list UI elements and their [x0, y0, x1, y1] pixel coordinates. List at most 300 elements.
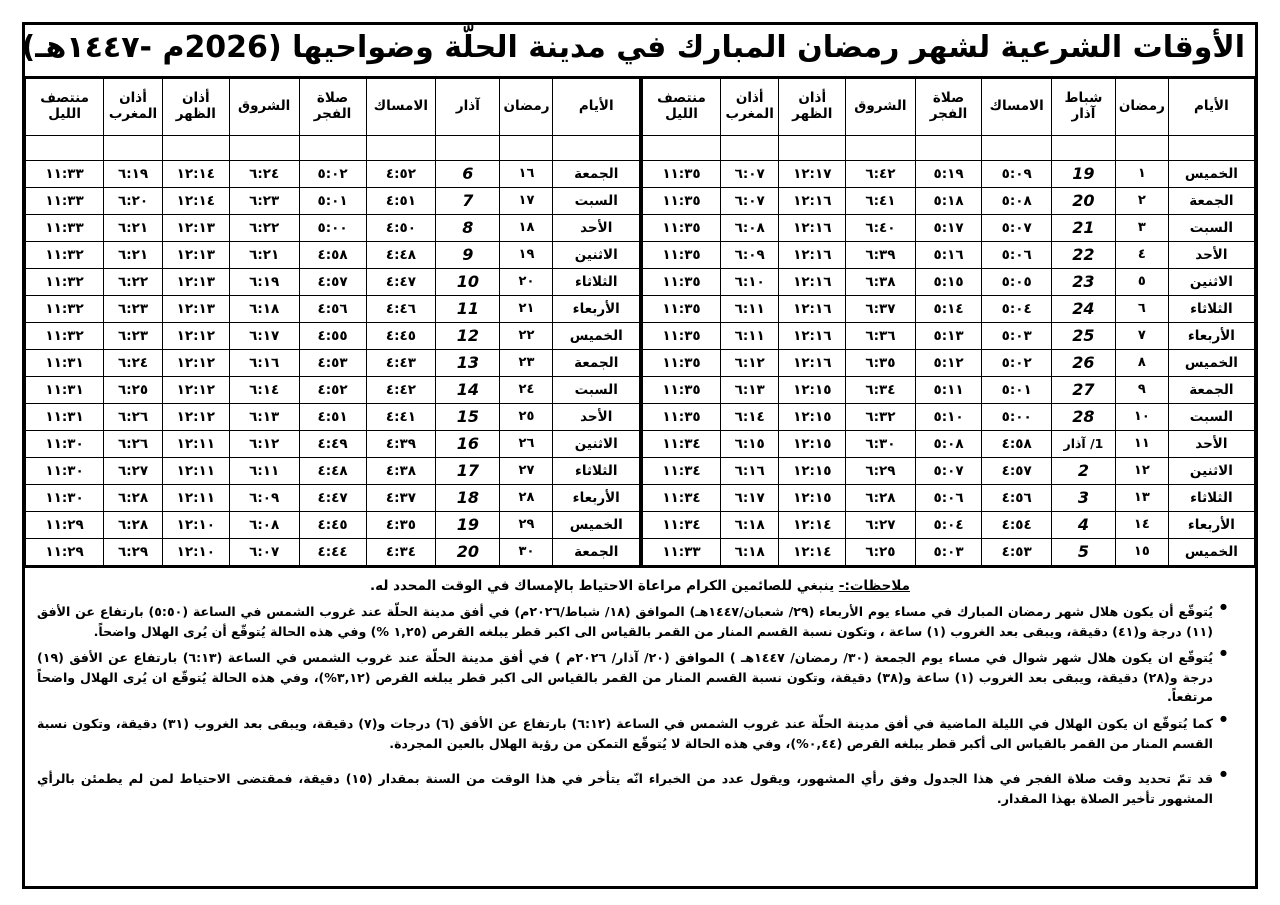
table-row: [26, 160, 640, 187]
ramadan-date-cell: ٢: [1115, 187, 1168, 214]
spacer-cell: [162, 135, 229, 160]
imsak-time-cell: ٥:٠٦: [982, 241, 1052, 268]
dhuhr-time-cell: ١٢:١٣: [162, 268, 229, 295]
ramadan-date-cell: ٥: [1115, 268, 1168, 295]
spacer-cell: [500, 135, 553, 160]
dhuhr-time-cell: ١٢:١٢: [162, 322, 229, 349]
ramadan-date-cell: ١٧: [500, 187, 553, 214]
col-header-day: الأيام: [553, 78, 640, 135]
fajr-time-cell: ٤:٥٣: [299, 349, 366, 376]
day-name-cell: الخميس: [553, 322, 640, 349]
col-header-midnight-line2: الليل: [48, 105, 81, 122]
maghrib-time-cell: ٦:١٢: [720, 349, 778, 376]
day-name-cell: الثلاثاء: [553, 457, 640, 484]
imsak-time-cell: ٤:٤٢: [366, 376, 436, 403]
table-row: [643, 511, 1255, 538]
table-row: [643, 538, 1255, 565]
imsak-time-cell: ٥:٠٨: [982, 187, 1052, 214]
maghrib-time-cell: ٦:١٩: [104, 160, 163, 187]
day-name-cell: الجمعة: [553, 160, 640, 187]
maghrib-time-cell: ٦:١٨: [720, 511, 778, 538]
midnight-time-cell: ١١:٣٢: [26, 295, 104, 322]
ramadan-date-cell: ٢٤: [500, 376, 553, 403]
dhuhr-time-cell: ١٢:١٧: [779, 160, 846, 187]
day-name-cell: السبت: [553, 187, 640, 214]
maghrib-time-cell: ٦:١٧: [720, 484, 778, 511]
spacer-cell: [553, 135, 640, 160]
ramadan-date-cell: ١٦: [500, 160, 553, 187]
fajr-time-cell: ٥:٠٧: [915, 457, 982, 484]
dhuhr-time-cell: ١٢:١٥: [779, 376, 846, 403]
fajr-time-cell: ٤:٤٨: [299, 457, 366, 484]
col-header-gregorian: [1051, 78, 1115, 135]
col-header-imsak: الامساك: [366, 78, 436, 135]
col-header-dhuhr-line2: الظهر: [175, 105, 216, 122]
imsak-time-cell: ٤:٣٨: [366, 457, 436, 484]
imsak-time-cell: ٥:٠٩: [982, 160, 1052, 187]
dhuhr-time-cell: ١٢:١٢: [162, 403, 229, 430]
col-header-ramadan: رمضان: [1115, 78, 1168, 135]
ramadan-date-cell: ١٥: [1115, 538, 1168, 565]
maghrib-time-cell: ٦:١٤: [720, 403, 778, 430]
fajr-time-cell: ٥:١٨: [915, 187, 982, 214]
dhuhr-time-cell: ١٢:١٦: [779, 187, 846, 214]
gregorian-date-cell: 20: [1051, 187, 1115, 214]
fajr-time-cell: ٥:١٤: [915, 295, 982, 322]
gregorian-date-cell: 24: [1051, 295, 1115, 322]
midnight-time-cell: ١١:٣٤: [643, 484, 721, 511]
day-name-cell: الأربعاء: [1168, 322, 1254, 349]
gregorian-date-cell: 22: [1051, 241, 1115, 268]
midnight-time-cell: ١١:٣١: [26, 349, 104, 376]
table-row: [643, 457, 1255, 484]
day-name-cell: الاثنين: [1168, 268, 1254, 295]
day-name-cell: الثلاثاء: [1168, 295, 1254, 322]
fajr-time-cell: ٤:٥٥: [299, 322, 366, 349]
schedule-tables: [22, 78, 1258, 567]
dhuhr-time-cell: ١٢:١٦: [779, 349, 846, 376]
fajr-time-cell: ٤:٤٥: [299, 511, 366, 538]
shuruq-time-cell: ٦:٤١: [846, 187, 916, 214]
imsak-time-cell: ٤:٣٤: [366, 538, 436, 565]
shuruq-time-cell: ٦:٢٧: [846, 511, 916, 538]
col-header-maghrib-line2: المغرب: [108, 105, 158, 122]
midnight-time-cell: ١١:٣٣: [26, 214, 104, 241]
table-row: [26, 484, 640, 511]
col-header-dhuhr-line1: أذان: [181, 89, 210, 106]
fajr-time-cell: ٤:٤٤: [299, 538, 366, 565]
day-name-cell: الخميس: [1168, 349, 1254, 376]
col-header-maghrib: [104, 78, 163, 135]
note-item: ● كما يُتوقّع ان يكون الهلال في الليلة الماضية في أفق مدينة الحلّة عند غروب الشمس في الساعة (٦:١٢) بارتفاع عن الأفق (٦) درجات و(٧) دقيقة، ويبقى بعد الغروب (٣١) دقيقة، وتكون نسبة القسم المنار من القمر بالقياس الى أكبر قطر يبلغه القرص (٠,٤٤%)، وفي هذه الحالة لا يُتوقّع التمكن من رؤية الهلال بالعين المجردة.: [37, 714, 1227, 753]
gregorian-date-cell: 6: [436, 160, 500, 187]
gregorian-date-cell: 7: [436, 187, 500, 214]
gregorian-date-cell: 21: [1051, 214, 1115, 241]
shuruq-time-cell: ٦:٢٩: [846, 457, 916, 484]
ramadan-date-cell: ٢٢: [500, 322, 553, 349]
dhuhr-time-cell: ١٢:١٥: [779, 430, 846, 457]
midnight-time-cell: ١١:٣١: [26, 376, 104, 403]
day-name-cell: الجمعة: [553, 538, 640, 565]
fajr-time-cell: ٥:٠٢: [299, 160, 366, 187]
day-name-cell: الجمعة: [553, 349, 640, 376]
fajr-time-cell: ٥:٠٣: [915, 538, 982, 565]
midnight-time-cell: ١١:٣٣: [643, 538, 721, 565]
shuruq-time-cell: ٦:٣٧: [846, 295, 916, 322]
gregorian-date-cell: 25: [1051, 322, 1115, 349]
day-name-cell: الأربعاء: [553, 295, 640, 322]
page-title: الأوقات الشرعية لشهر رمضان المبارك في مدينة الحلّة وضواحيها (2026م -١٤٤٧هـ): [21, 30, 1245, 65]
maghrib-time-cell: ٦:٢٧: [104, 457, 163, 484]
gregorian-date-cell: 14: [436, 376, 500, 403]
midnight-time-cell: ١١:٢٩: [26, 538, 104, 565]
maghrib-time-cell: ٦:٢٨: [104, 484, 163, 511]
col-header-fajr-line1: صلاة: [932, 89, 965, 106]
fajr-time-cell: ٥:٠٠: [299, 214, 366, 241]
spacer-cell: [299, 135, 366, 160]
dhuhr-time-cell: ١٢:١٢: [162, 349, 229, 376]
col-header-gregorian-line1: شباط: [1064, 89, 1103, 106]
ramadan-date-cell: ٢٧: [500, 457, 553, 484]
spacer-cell: [1115, 135, 1168, 160]
dhuhr-time-cell: ١٢:١٤: [162, 160, 229, 187]
table-row: [26, 349, 640, 376]
col-header-midnight-line2: الليل: [665, 105, 698, 122]
fajr-time-cell: ٤:٥٦: [299, 295, 366, 322]
day-name-cell: السبت: [1168, 403, 1254, 430]
imsak-time-cell: ٥:٠٠: [982, 403, 1052, 430]
shuruq-time-cell: ٦:٣٨: [846, 268, 916, 295]
dhuhr-time-cell: ١٢:١٦: [779, 322, 846, 349]
gregorian-date-cell: 18: [436, 484, 500, 511]
notes-label: ملاحظات:-: [838, 577, 910, 594]
shuruq-time-cell: ٦:٠٧: [229, 538, 299, 565]
col-header-fajr-line2: الفجر: [313, 105, 352, 122]
midnight-time-cell: ١١:٣٥: [643, 322, 721, 349]
imsak-time-cell: ٤:٤٥: [366, 322, 436, 349]
spacer-cell: [26, 135, 104, 160]
imsak-time-cell: ٤:٥٨: [982, 430, 1052, 457]
day-name-cell: السبت: [1168, 214, 1254, 241]
fajr-time-cell: ٤:٥١: [299, 403, 366, 430]
dhuhr-time-cell: ١٢:١٦: [779, 268, 846, 295]
dhuhr-time-cell: ١٢:١٥: [779, 403, 846, 430]
shuruq-time-cell: ٦:١٨: [229, 295, 299, 322]
notes-headline: [37, 576, 1243, 597]
col-header-fajr: [915, 78, 982, 135]
ramadan-date-cell: ٢٠: [500, 268, 553, 295]
gregorian-date-cell: 5: [1051, 538, 1115, 565]
shuruq-time-cell: ٦:٢٨: [846, 484, 916, 511]
ramadan-date-cell: ١٢: [1115, 457, 1168, 484]
col-header-dhuhr: [779, 78, 846, 135]
table-row: [643, 295, 1255, 322]
gregorian-date-cell: 26: [1051, 349, 1115, 376]
col-header-maghrib: [720, 78, 778, 135]
dhuhr-time-cell: ١٢:١٦: [779, 295, 846, 322]
ramadan-date-cell: ٩: [1115, 376, 1168, 403]
table-row: [643, 187, 1255, 214]
gregorian-date-cell: 16: [436, 430, 500, 457]
day-name-cell: الاثنين: [553, 430, 640, 457]
col-header-shuruq: الشروق: [229, 78, 299, 135]
midnight-time-cell: ١١:٣٣: [26, 187, 104, 214]
fajr-time-cell: ٤:٤٩: [299, 430, 366, 457]
imsak-time-cell: ٤:٥١: [366, 187, 436, 214]
gregorian-date-cell: 3: [1051, 484, 1115, 511]
fajr-time-cell: ٥:١٧: [915, 214, 982, 241]
day-name-cell: الأحد: [1168, 430, 1254, 457]
shuruq-time-cell: ٦:١٦: [229, 349, 299, 376]
day-name-cell: الاثنين: [1168, 457, 1254, 484]
shuruq-time-cell: ٦:٣٥: [846, 349, 916, 376]
ramadan-date-cell: ٣: [1115, 214, 1168, 241]
dhuhr-time-cell: ١٢:١٢: [162, 376, 229, 403]
table-row: [643, 160, 1255, 187]
ramadan-date-cell: ٨: [1115, 349, 1168, 376]
ramadan-date-cell: ١٩: [500, 241, 553, 268]
midnight-time-cell: ١١:٣٠: [26, 484, 104, 511]
spacer-cell: [779, 135, 846, 160]
shuruq-time-cell: ٦:٤٢: [846, 160, 916, 187]
ramadan-date-cell: ١٤: [1115, 511, 1168, 538]
midnight-time-cell: ١١:٣٥: [643, 241, 721, 268]
midnight-time-cell: ١١:٣٠: [26, 457, 104, 484]
imsak-time-cell: ٥:٠٢: [982, 349, 1052, 376]
midnight-time-cell: ١١:٣٥: [643, 187, 721, 214]
day-name-cell: الخميس: [1168, 160, 1254, 187]
maghrib-time-cell: ٦:٢١: [104, 214, 163, 241]
midnight-time-cell: ١١:٣٠: [26, 430, 104, 457]
ramadan-date-cell: ٢١: [500, 295, 553, 322]
table-row: [643, 403, 1255, 430]
spacer-cell: [1168, 135, 1254, 160]
shuruq-time-cell: ٦:١٤: [229, 376, 299, 403]
gregorian-date-cell: 27: [1051, 376, 1115, 403]
dhuhr-time-cell: ١٢:١٠: [162, 538, 229, 565]
gregorian-date-cell: 1/ آذار: [1051, 430, 1115, 457]
shuruq-time-cell: ٦:٣٢: [846, 403, 916, 430]
day-name-cell: الخميس: [1168, 538, 1254, 565]
fajr-time-cell: ٥:٠١: [299, 187, 366, 214]
spacer-cell: [846, 135, 916, 160]
col-header-shuruq: الشروق: [846, 78, 916, 135]
spacer-cell: [229, 135, 299, 160]
ramadan-date-cell: ١٠: [1115, 403, 1168, 430]
shuruq-time-cell: ٦:٢٤: [229, 160, 299, 187]
shuruq-time-cell: ٦:٢٣: [229, 187, 299, 214]
gregorian-date-cell: 23: [1051, 268, 1115, 295]
ramadan-date-cell: ٣٠: [500, 538, 553, 565]
prayer-times-table-left: [25, 78, 640, 566]
imsak-time-cell: ٤:٣٩: [366, 430, 436, 457]
midnight-time-cell: ١١:٣٤: [643, 430, 721, 457]
shuruq-time-cell: ٦:٠٩: [229, 484, 299, 511]
midnight-time-cell: ١١:٣٥: [643, 214, 721, 241]
maghrib-time-cell: ٦:١٨: [720, 538, 778, 565]
midnight-time-cell: ١١:٣٢: [26, 322, 104, 349]
shuruq-time-cell: ٦:١٧: [229, 322, 299, 349]
note-item: ● يُتوقّع أن يكون هلال شهر رمضان المبارك في مساء يوم الأربعاء (٢٩/ شعبان/١٤٤٧هـ) الموافق (١٨/ شباط/٢٠٢٦م) في أفق مدينة الحلّة عند غروب الشمس في الساعة (٥:٥٠) بارتفاع عن الأفق (١١) درجة و(٤١) دقيقة، ويبقى بعد الغروب (١) ساعة ، وتكون نسبة القسم المنار من القمر بالقياس الى اكبر قطر يبلغه القرص (١,٢٥ %) وفي هذه الحالة يُتوقّع أن يُرى الهلال واضحاً.: [37, 602, 1227, 641]
table-row: [26, 214, 640, 241]
fajr-time-cell: ٥:١١: [915, 376, 982, 403]
spacer-row: [26, 135, 640, 160]
shuruq-time-cell: ٦:٣٩: [846, 241, 916, 268]
shuruq-time-cell: ٦:١١: [229, 457, 299, 484]
gregorian-date-cell: 28: [1051, 403, 1115, 430]
dhuhr-time-cell: ١٢:١٣: [162, 214, 229, 241]
maghrib-time-cell: ٦:٢٤: [104, 349, 163, 376]
shuruq-time-cell: ٦:٣٠: [846, 430, 916, 457]
maghrib-time-cell: ٦:٢٠: [104, 187, 163, 214]
midnight-time-cell: ١١:٣٥: [643, 160, 721, 187]
table-row: [643, 376, 1255, 403]
imsak-time-cell: ٥:٠٣: [982, 322, 1052, 349]
spacer-cell: [104, 135, 163, 160]
imsak-time-cell: ٤:٥٢: [366, 160, 436, 187]
table-header-left: [26, 78, 640, 135]
gregorian-date-cell: 4: [1051, 511, 1115, 538]
note-item: ● يُتوقّع ان يكون هلال شهر شوال في مساء يوم الجمعة (٣٠/ رمضان/ ١٤٤٧هـ ) الموافق (٢٠/ آذار/ ٢٠٢٦م ) في أفق مدينة الحلّة عند غروب الشمس في الساعة (٦:١٣) بارتفاع عن الأفق (١٩) درجة و(٢٨) دقيقة، ويبقى بعد الغروب (١) ساعة و(٣٨) دقيقة، وتكون نسبة القسم المنار من القمر بالقياس الى اكبر قطر يبلغه القرص (٣,١٢%)، وفي هذه الحالة يُتوقّع ان يُرى الهلال واضحاً مرتفعاً.: [37, 648, 1227, 707]
table-row: [26, 241, 640, 268]
shuruq-time-cell: ٦:١٢: [229, 430, 299, 457]
spacer-cell: [643, 135, 721, 160]
dhuhr-time-cell: ١٢:١٠: [162, 511, 229, 538]
maghrib-time-cell: ٦:٠٧: [720, 187, 778, 214]
imsak-time-cell: ٥:٠٧: [982, 214, 1052, 241]
prayer-times-table-right: [642, 78, 1255, 566]
spacer-row: [643, 135, 1255, 160]
col-header-dhuhr: [162, 78, 229, 135]
table-row: [643, 484, 1255, 511]
table-row: [26, 457, 640, 484]
midnight-time-cell: ١١:٢٩: [26, 511, 104, 538]
imsak-time-cell: ٤:٥٤: [982, 511, 1052, 538]
shuruq-time-cell: ٦:١٩: [229, 268, 299, 295]
title-box: [22, 22, 1258, 78]
midnight-time-cell: ١١:٣٣: [26, 160, 104, 187]
maghrib-time-cell: ٦:٢٦: [104, 403, 163, 430]
col-header-fajr-line1: صلاة: [316, 89, 349, 106]
maghrib-time-cell: ٦:٠٩: [720, 241, 778, 268]
day-name-cell: السبت: [553, 376, 640, 403]
gregorian-date-cell: 19: [1051, 160, 1115, 187]
day-name-cell: الأربعاء: [553, 484, 640, 511]
day-name-cell: الجمعة: [1168, 376, 1254, 403]
table-row: [26, 187, 640, 214]
ramadan-date-cell: ٧: [1115, 322, 1168, 349]
midnight-time-cell: ١١:٣٥: [643, 349, 721, 376]
shuruq-time-cell: ٦:٤٠: [846, 214, 916, 241]
header-row: [26, 78, 640, 135]
table-row: [26, 268, 640, 295]
gregorian-date-cell: 2: [1051, 457, 1115, 484]
maghrib-time-cell: ٦:١٦: [720, 457, 778, 484]
fajr-time-cell: ٥:١٢: [915, 349, 982, 376]
shuruq-time-cell: ٦:١٣: [229, 403, 299, 430]
maghrib-time-cell: ٦:٢٥: [104, 376, 163, 403]
midnight-time-cell: ١١:٣١: [26, 403, 104, 430]
day-name-cell: الأحد: [1168, 241, 1254, 268]
gregorian-date-cell: 12: [436, 322, 500, 349]
midnight-time-cell: ١١:٣٤: [643, 457, 721, 484]
table-row: [26, 376, 640, 403]
fajr-time-cell: ٥:١٦: [915, 241, 982, 268]
table-row: [26, 430, 640, 457]
maghrib-time-cell: ٦:١٠: [720, 268, 778, 295]
fajr-time-cell: ٥:٠٤: [915, 511, 982, 538]
dhuhr-time-cell: ١٢:١٥: [779, 457, 846, 484]
gregorian-date-cell: 17: [436, 457, 500, 484]
gregorian-date-cell: 20: [436, 538, 500, 565]
col-header-gregorian: آذار: [436, 78, 500, 135]
notes-headline-text: ينبغي للصائمين الكرام مراعاة الاحتياط بالإمساك في الوقت المحدد له.: [370, 577, 835, 594]
gregorian-date-cell: 15: [436, 403, 500, 430]
ramadan-date-cell: ٢٦: [500, 430, 553, 457]
fajr-time-cell: ٥:١٥: [915, 268, 982, 295]
maghrib-time-cell: ٦:١١: [720, 322, 778, 349]
maghrib-time-cell: ٦:١٥: [720, 430, 778, 457]
ramadan-date-cell: ٢٩: [500, 511, 553, 538]
table-row: [26, 511, 640, 538]
shuruq-time-cell: ٦:٢١: [229, 241, 299, 268]
day-name-cell: الأربعاء: [1168, 511, 1254, 538]
note-item: ● قد تمّ تحديد وقت صلاة الفجر في هذا الجدول وفق رأي المشهور، ويقول عدد من الخبراء انّه يتأخر في هذا الوقت من السنة بمقدار (١٥) دقيقة، فمقتضى الاحتياط لمن لم يطمئن بالرأي المشهور تأخير الصلاة بهذا المقدار.: [37, 769, 1227, 808]
day-name-cell: الثلاثاء: [1168, 484, 1254, 511]
gregorian-date-cell: 19: [436, 511, 500, 538]
day-name-cell: الثلاثاء: [553, 268, 640, 295]
imsak-time-cell: ٤:٣٥: [366, 511, 436, 538]
spacer-cell: [366, 135, 436, 160]
col-header-fajr: [299, 78, 366, 135]
imsak-time-cell: ٤:٥٣: [982, 538, 1052, 565]
midnight-time-cell: ١١:٣٢: [26, 241, 104, 268]
table-row: [643, 241, 1255, 268]
gregorian-date-cell: 11: [436, 295, 500, 322]
col-header-maghrib-line1: أذان: [119, 89, 147, 106]
imsak-time-cell: ٤:٥٠: [366, 214, 436, 241]
col-header-fajr-line2: الفجر: [929, 105, 968, 122]
col-header-dhuhr-line2: الظهر: [792, 105, 833, 122]
maghrib-time-cell: ٦:٢٣: [104, 295, 163, 322]
table-row: [26, 538, 640, 565]
col-header-gregorian-line2: آذار: [1071, 105, 1096, 122]
dhuhr-time-cell: ١٢:١٤: [162, 187, 229, 214]
gregorian-date-cell: 13: [436, 349, 500, 376]
day-name-cell: الخميس: [553, 511, 640, 538]
dhuhr-time-cell: ١٢:١١: [162, 457, 229, 484]
dhuhr-time-cell: ١٢:١٦: [779, 214, 846, 241]
gregorian-date-cell: 10: [436, 268, 500, 295]
dhuhr-time-cell: ١٢:١٤: [779, 511, 846, 538]
col-header-midnight-line1: منتصف: [657, 89, 706, 106]
imsak-time-cell: ٤:٥٧: [982, 457, 1052, 484]
spacer-cell: [720, 135, 778, 160]
maghrib-time-cell: ٦:٠٧: [720, 160, 778, 187]
imsak-time-cell: ٤:٥٦: [982, 484, 1052, 511]
col-header-imsak: الامساك: [982, 78, 1052, 135]
ramadan-date-cell: ١٨: [500, 214, 553, 241]
table-row: [643, 322, 1255, 349]
maghrib-time-cell: ٦:٢٣: [104, 322, 163, 349]
day-name-cell: الأحد: [553, 214, 640, 241]
imsak-time-cell: ٥:٠٤: [982, 295, 1052, 322]
notes-list: [37, 602, 1243, 808]
imsak-time-cell: ٤:٣٧: [366, 484, 436, 511]
gregorian-date-cell: 8: [436, 214, 500, 241]
dhuhr-time-cell: ١٢:١٤: [779, 538, 846, 565]
ramadan-date-cell: ٢٥: [500, 403, 553, 430]
